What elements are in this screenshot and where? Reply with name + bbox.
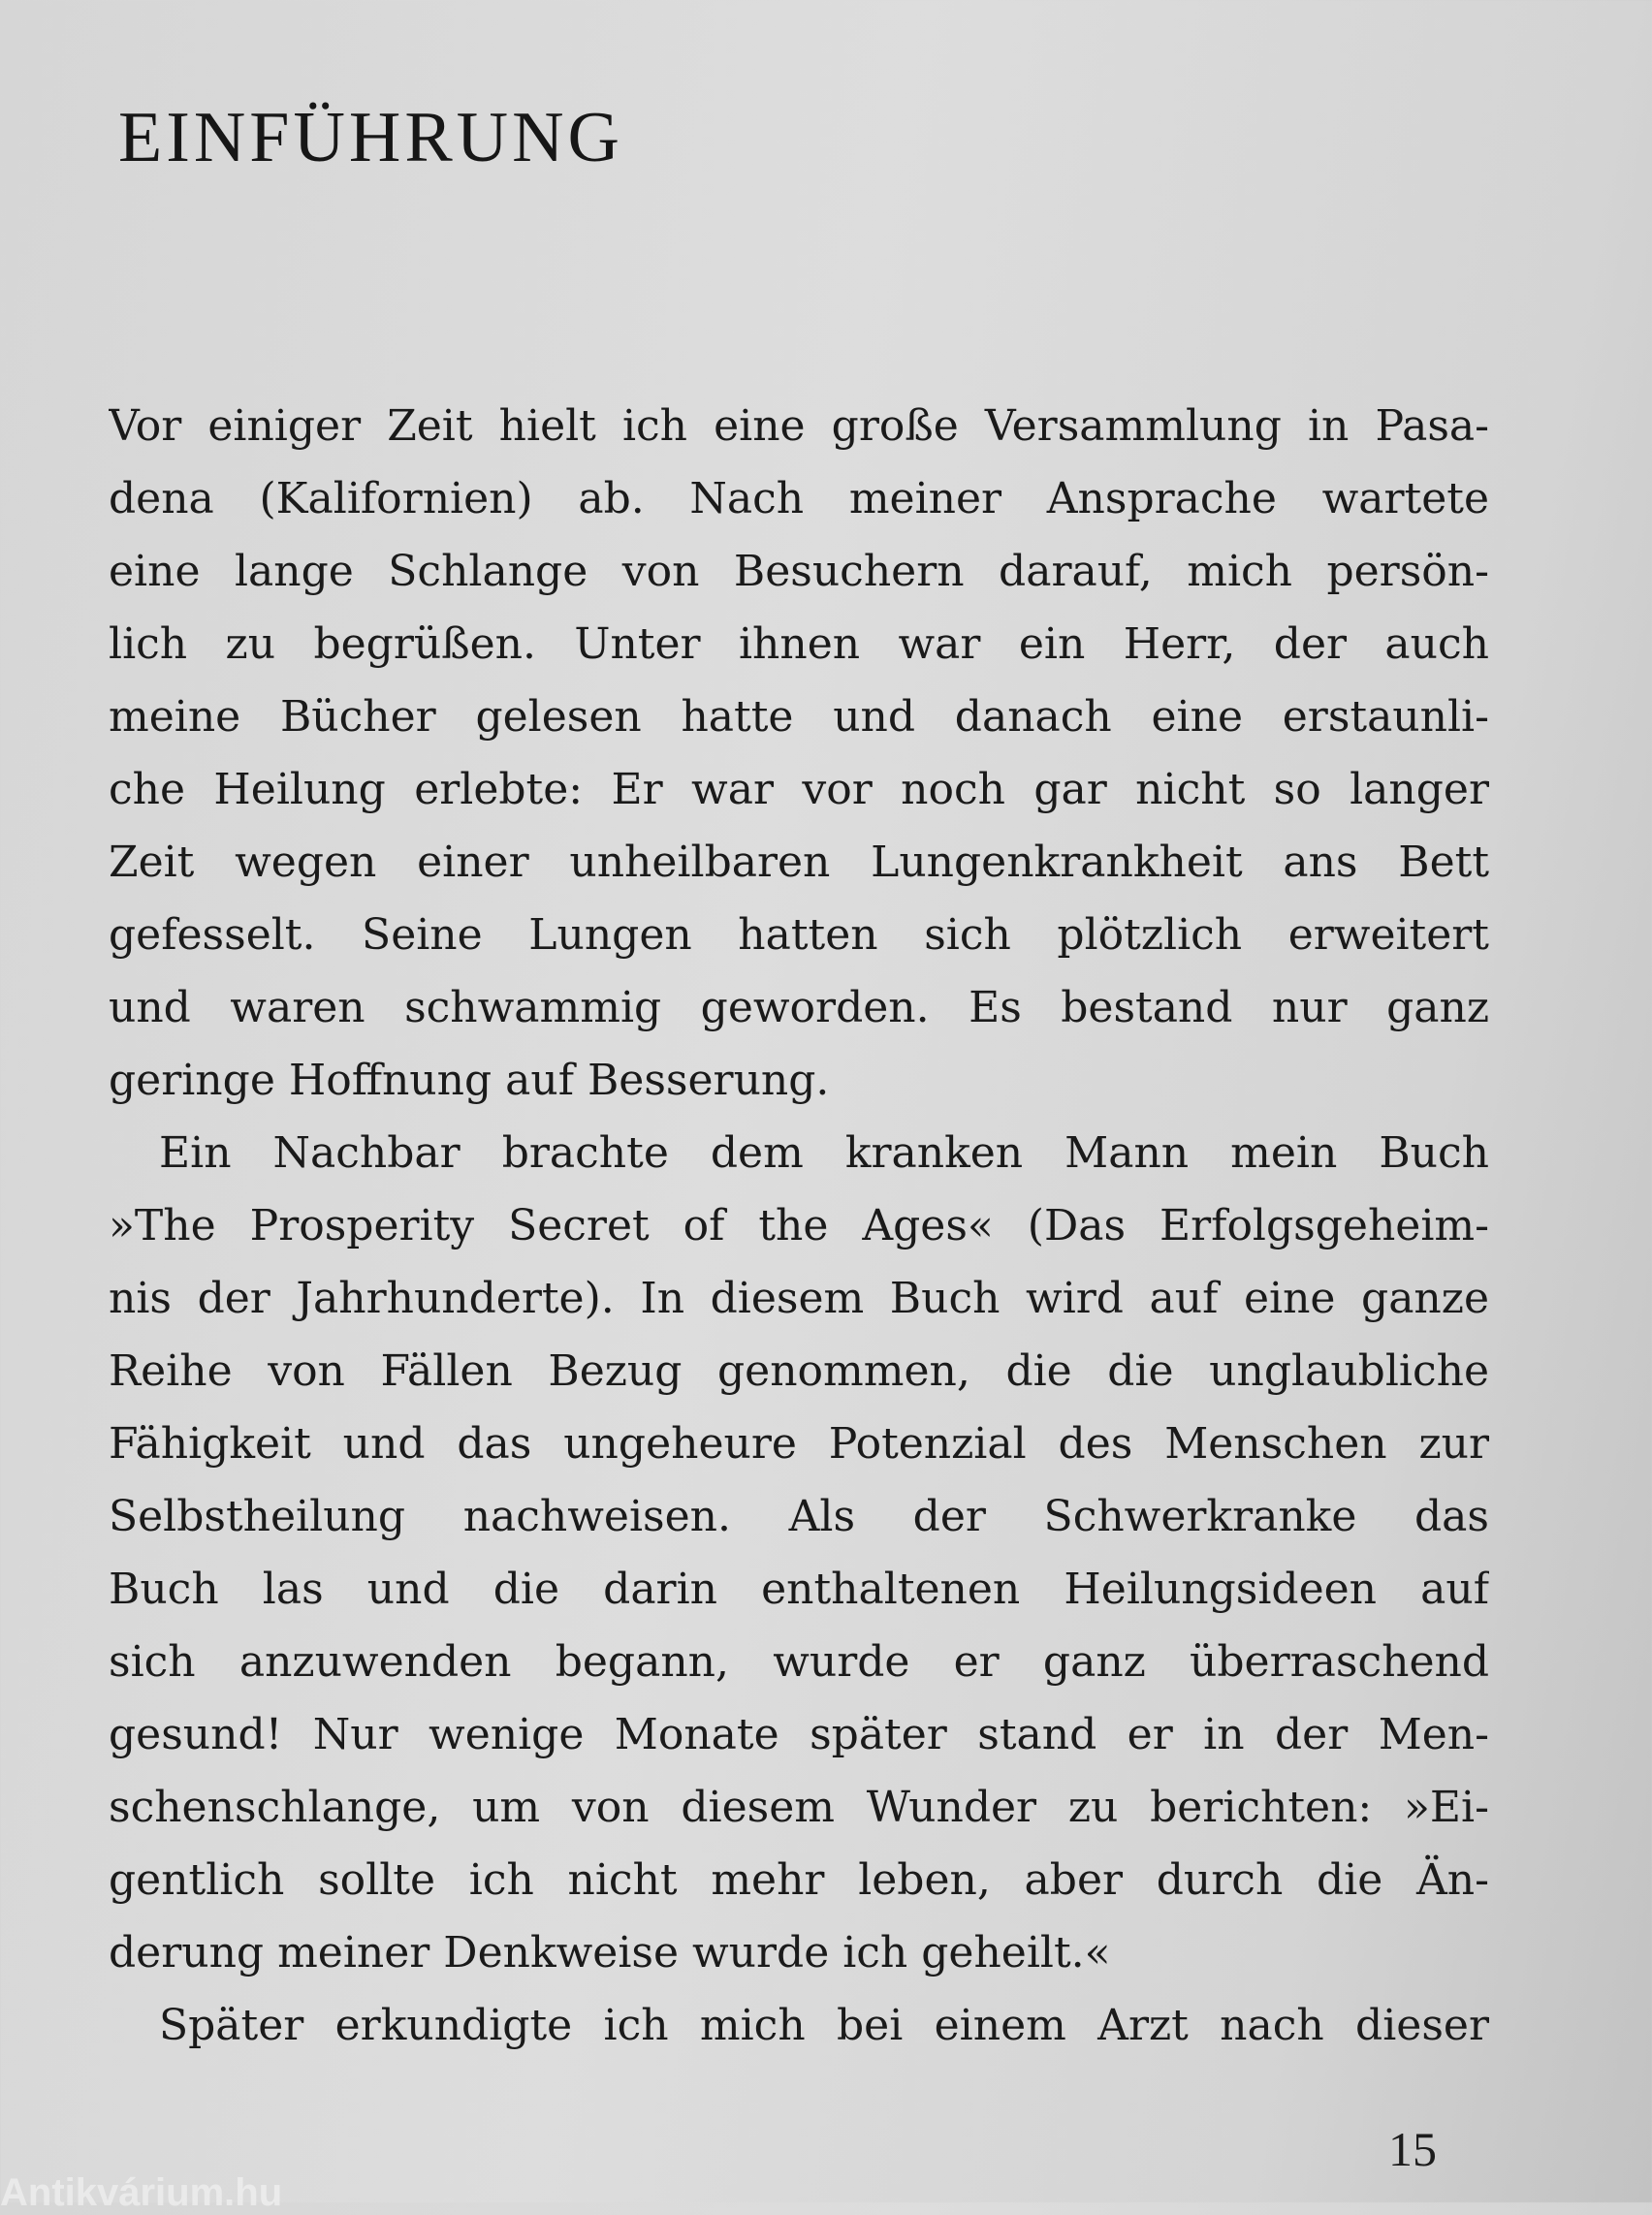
text-line: Buch las und die darin enthaltenen Heilungsideen auf — [109, 1565, 1489, 1614]
watermark-logo: Antikvárium.hu — [0, 2171, 283, 2214]
text-line: Später erkundigte ich mich bei einem Arzt nach dieser — [159, 2001, 1489, 2050]
page-number: 15 — [1388, 2122, 1437, 2176]
text-line: Vor einiger Zeit hielt ich eine große Versammlung in Pasa- — [109, 401, 1489, 451]
text-line: Zeit wegen einer unheilbaren Lungenkrankheit ans Bett — [109, 838, 1489, 887]
text-line: gesund! Nur wenige Monate später stand er in der Men- — [109, 1710, 1489, 1759]
text-line: Selbstheilung nachweisen. Als der Schwerkranke das — [109, 1492, 1489, 1541]
text-line: Reihe von Fällen Bezug genommen, die die unglaubliche — [109, 1346, 1489, 1396]
text-line: dena (Kalifornien) ab. Nach meiner Ansprache wartete — [109, 474, 1489, 523]
text-line: »The Prosperity Secret of the Ages« (Das Erfolgsgeheim- — [109, 1201, 1489, 1250]
body-text — [109, 390, 1489, 2062]
text-line: nis der Jahrhunderte). In diesem Buch wird auf eine ganze — [109, 1274, 1489, 1323]
text-line: gefesselt. Seine Lungen hatten sich plötzlich erweitert — [109, 910, 1489, 960]
text-line: Ein Nachbar brachte dem kranken Mann mein Buch — [159, 1128, 1489, 1178]
text-line: che Heilung erlebte: Er war vor noch gar nicht so langer — [109, 765, 1489, 814]
show-through-text — [116, 29, 1512, 378]
text-line: und waren schwammig geworden. Es bestand nur ganz — [109, 983, 1489, 1032]
paragraph — [109, 1989, 1489, 2062]
chapter-title: EINFÜHRUNG — [118, 98, 623, 177]
text-line: meine Bücher gelesen hatte und danach eine erstaunli- — [109, 692, 1489, 742]
text-line: Fähigkeit und das ungeheure Potenzial des Menschen zur — [109, 1419, 1489, 1469]
paragraph — [109, 1117, 1489, 1989]
text-line: geringe Hoffnung auf Besserung. — [109, 1056, 830, 1105]
text-line: derung meiner Denkweise wurde ich geheilt.« — [109, 1928, 1111, 1978]
paragraph — [109, 390, 1489, 1117]
text-line: schenschlange, um von diesem Wunder zu berichten: »Ei- — [109, 1783, 1489, 1832]
text-line: gentlich sollte ich nicht mehr leben, aber durch die Än- — [109, 1855, 1489, 1905]
text-line: sich anzuwenden begann, wurde er ganz überraschend — [109, 1637, 1489, 1687]
text-line: eine lange Schlange von Besuchern darauf, mich persön- — [109, 547, 1489, 596]
text-line: lich zu begrüßen. Unter ihnen war ein Herr, der auch — [109, 619, 1489, 669]
